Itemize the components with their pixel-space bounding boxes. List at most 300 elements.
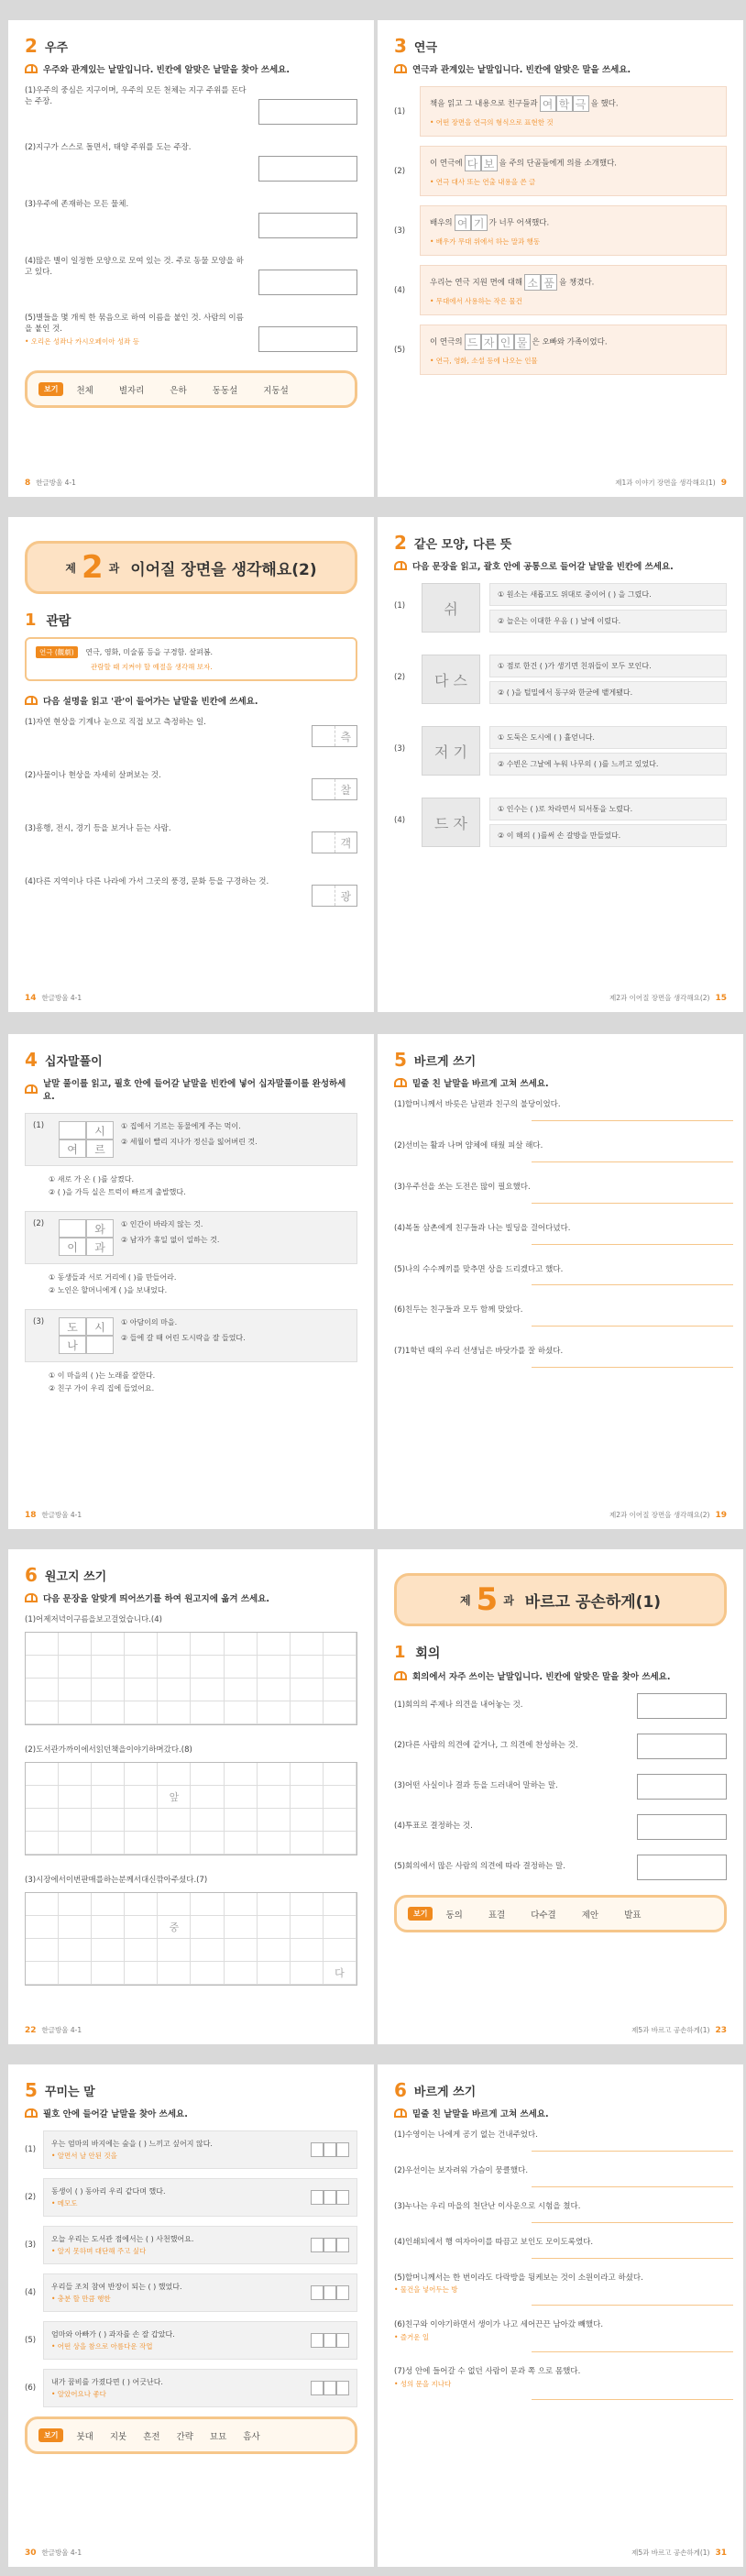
manuscript-cell[interactable] — [158, 1656, 191, 1679]
question-number: (5) — [394, 2273, 406, 2283]
manuscript-grid[interactable] — [25, 1762, 357, 1855]
answer-cell[interactable]: 찰 — [340, 783, 352, 797]
page-footer — [25, 2025, 82, 2035]
manuscript-cell[interactable] — [59, 1832, 92, 1855]
word-bank-tag: 보기 — [38, 2428, 63, 2442]
manuscript-cell[interactable] — [92, 1893, 125, 1916]
manuscript-cell[interactable]: 중 — [158, 1916, 191, 1939]
page-footer — [609, 993, 727, 1003]
manuscript-cell[interactable] — [225, 1786, 258, 1809]
manuscript-cell[interactable] — [225, 1679, 258, 1701]
answer-cell[interactable]: 다 — [465, 155, 481, 171]
manuscript-cell[interactable] — [158, 1763, 191, 1786]
manuscript-cell[interactable] — [125, 1633, 158, 1656]
question-content — [51, 2377, 163, 2399]
manuscript-cell[interactable] — [92, 1679, 125, 1701]
question-hint: • 알았어요나 좋다 — [51, 2390, 106, 2398]
manuscript-cell[interactable] — [26, 1786, 59, 1809]
answer-line[interactable] — [532, 2186, 733, 2187]
manuscript-cell[interactable] — [258, 1939, 291, 1962]
book-icon — [394, 561, 407, 570]
crossword-clue: ① 집에서 기르는 동물에게 주는 먹이. — [121, 1122, 241, 1130]
instruction-text: 필호 안에 들어갈 낱말을 찾아 쓰세요. — [43, 2109, 188, 2119]
manuscript-cell[interactable] — [26, 1701, 59, 1724]
subsection-title — [394, 1643, 727, 1662]
question-body — [420, 205, 727, 256]
manuscript-cell[interactable] — [324, 1679, 357, 1701]
manuscript-cell[interactable] — [125, 1809, 158, 1832]
manuscript-cell[interactable] — [191, 1809, 224, 1832]
manuscript-cell[interactable] — [92, 1701, 125, 1724]
manuscript-cell[interactable] — [59, 1679, 92, 1701]
crossword-grid[interactable] — [59, 1121, 114, 1158]
page-15 — [378, 517, 743, 1012]
manuscript-cell[interactable] — [324, 1832, 357, 1855]
answer-cell[interactable]: 극 — [573, 95, 589, 112]
manuscript-cell[interactable] — [258, 1679, 291, 1701]
answer-cell[interactable]: 보 — [481, 155, 498, 171]
crossword-cell[interactable] — [59, 1219, 86, 1238]
manuscript-cell[interactable]: 앞 — [158, 1786, 191, 1809]
question-row — [394, 2238, 727, 2259]
manuscript-grid[interactable] — [25, 1892, 357, 1986]
manuscript-cell[interactable] — [291, 1962, 324, 1985]
manuscript-cell[interactable] — [59, 1916, 92, 1939]
manuscript-cell[interactable] — [291, 1832, 324, 1855]
word-bank-word: 흠사 — [243, 2431, 260, 2442]
manuscript-cell[interactable] — [158, 1893, 191, 1916]
manuscript-cell[interactable] — [92, 1633, 125, 1656]
manuscript-cell[interactable] — [291, 1809, 324, 1832]
answer-cell[interactable] — [311, 2238, 324, 2252]
answer-line[interactable] — [532, 2258, 733, 2259]
question-text — [394, 2130, 727, 2141]
manuscript-cell[interactable] — [258, 1633, 291, 1656]
crossword-cell[interactable]: 여 — [59, 1139, 86, 1158]
manuscript-cell[interactable] — [92, 1656, 125, 1679]
manuscript-cell[interactable] — [158, 1633, 191, 1656]
manuscript-cell[interactable] — [324, 1893, 357, 1916]
manuscript-cell[interactable] — [191, 1786, 224, 1809]
question-row — [25, 2178, 357, 2217]
answer-cell[interactable]: 품 — [541, 274, 557, 291]
manuscript-cell[interactable] — [92, 1832, 125, 1855]
definition-hint: 관람할 때 지켜야 할 예절을 생각해 보자. — [91, 663, 213, 671]
manuscript-cell[interactable] — [59, 1939, 92, 1962]
answer-box[interactable] — [258, 156, 357, 182]
crossword-cell[interactable] — [59, 1121, 86, 1139]
question-number: (4) — [394, 2237, 406, 2247]
answer-grid[interactable] — [311, 2190, 349, 2205]
question-pair — [394, 726, 727, 776]
manuscript-cell[interactable] — [26, 1809, 59, 1832]
question-text — [394, 1183, 727, 1194]
answer-box[interactable] — [637, 1814, 727, 1840]
manuscript-cell[interactable] — [92, 1763, 125, 1786]
question-body: 흥행, 전시, 경기 등을 보거나 듣는 사람. — [36, 824, 171, 833]
manuscript-cell[interactable] — [258, 1809, 291, 1832]
section-name: 바르게 쓰기 — [413, 2085, 477, 2099]
word-bank-word: 묘묘 — [209, 2431, 227, 2442]
manuscript-cell[interactable] — [324, 1809, 357, 1832]
answer-line[interactable] — [532, 2351, 733, 2352]
answer-grid[interactable] — [311, 2142, 349, 2157]
manuscript-cell[interactable] — [258, 1916, 291, 1939]
question-text — [394, 2367, 727, 2389]
answer-cell[interactable]: 인 — [498, 334, 514, 350]
word-bank-word: 제안 — [581, 1910, 599, 1921]
manuscript-cell[interactable] — [324, 1701, 357, 1724]
answer-cell[interactable]: 드 — [465, 334, 481, 350]
manuscript-cell[interactable] — [191, 1701, 224, 1724]
manuscript-cell[interactable] — [59, 1893, 92, 1916]
manuscript-cell[interactable] — [26, 1763, 59, 1786]
answer-cell[interactable]: 객 — [340, 836, 352, 850]
manuscript-cell[interactable] — [291, 1786, 324, 1809]
answer-box[interactable] — [258, 326, 357, 352]
manuscript-cell[interactable] — [125, 1786, 158, 1809]
answer-cell[interactable] — [336, 2333, 349, 2348]
crossword-cell[interactable]: 나 — [59, 1336, 86, 1354]
question-row — [25, 2321, 357, 2360]
manuscript-cell[interactable] — [59, 1701, 92, 1724]
manuscript-cell[interactable] — [26, 1679, 59, 1701]
question-row — [394, 2202, 727, 2223]
question-number: (2) — [25, 771, 37, 780]
question-list — [25, 2130, 357, 2407]
answer-cell[interactable]: 소 — [524, 274, 541, 291]
manuscript-cell[interactable] — [225, 1893, 258, 1916]
answer-box[interactable] — [258, 99, 357, 125]
question-row — [394, 1693, 727, 1719]
answer-cell[interactable] — [313, 886, 335, 906]
question-text — [394, 2273, 727, 2295]
manuscript-cell[interactable] — [258, 1893, 291, 1916]
manuscript-cell[interactable] — [59, 1763, 92, 1786]
manuscript-cell[interactable] — [324, 1633, 357, 1656]
instruction — [25, 2107, 357, 2119]
question-number: (6) — [25, 2383, 37, 2393]
manuscript-cell[interactable] — [225, 1656, 258, 1679]
manuscript-cell[interactable] — [158, 1701, 191, 1724]
question-number: (1) — [25, 718, 37, 727]
manuscript-cell[interactable] — [258, 1962, 291, 1985]
answer-grid[interactable] — [311, 2333, 349, 2348]
answer-cell[interactable] — [311, 2285, 324, 2300]
manuscript-cell[interactable] — [191, 1633, 224, 1656]
manuscript-cell[interactable] — [26, 1939, 59, 1962]
question-text — [394, 2320, 727, 2342]
answer-line[interactable] — [532, 1161, 733, 1162]
answer-cell[interactable] — [311, 2190, 324, 2205]
manuscript-cell[interactable] — [291, 1656, 324, 1679]
answer-grid[interactable] — [312, 885, 357, 907]
question-hint: • 배우가 무대 위에서 하는 말과 행동 — [430, 237, 541, 246]
question-hint: • 어떤 상을 참으로 아름다운 작업 — [51, 2342, 153, 2350]
answer-cell[interactable]: 여 — [540, 95, 556, 112]
answer-grid[interactable] — [455, 215, 488, 231]
answer-line[interactable] — [532, 1120, 733, 1121]
answer-cell[interactable] — [324, 2333, 336, 2348]
manuscript-cell[interactable] — [258, 1786, 291, 1809]
manuscript-cell[interactable] — [158, 1679, 191, 1701]
manuscript-cell[interactable] — [59, 1962, 92, 1985]
manuscript-cell[interactable] — [59, 1633, 92, 1656]
question-number: (2) — [25, 2193, 37, 2202]
manuscript-grid[interactable] — [25, 1632, 357, 1725]
question-content — [51, 2282, 182, 2304]
manuscript-cell[interactable] — [291, 1679, 324, 1701]
manuscript-cell[interactable] — [225, 1809, 258, 1832]
section-number: 5 — [394, 1049, 407, 1071]
page-30 — [8, 2064, 374, 2567]
answer-line[interactable] — [532, 2222, 733, 2223]
answer-grid[interactable] — [312, 725, 357, 747]
answer-box[interactable] — [258, 213, 357, 238]
page-label: 제2과 이어질 장면을 생각해요(2) — [609, 994, 710, 1002]
question-row — [394, 1100, 727, 1121]
manuscript-cell[interactable] — [158, 1832, 191, 1855]
manuscript-cell[interactable] — [158, 1809, 191, 1832]
manuscript-cell[interactable] — [191, 1832, 224, 1855]
manuscript-cell[interactable] — [225, 1633, 258, 1656]
answer-line[interactable] — [532, 1244, 733, 1245]
manuscript-cell[interactable]: 다 — [324, 1962, 357, 1985]
answer-cell[interactable] — [313, 779, 335, 799]
crossword-cell[interactable]: 시 — [86, 1121, 114, 1139]
answer-cell[interactable] — [311, 2142, 324, 2157]
manuscript-cell[interactable] — [92, 1786, 125, 1809]
manuscript-cell[interactable] — [26, 1633, 59, 1656]
answer-cell[interactable] — [313, 726, 335, 746]
crossword-cell[interactable] — [86, 1336, 114, 1354]
answer-grid[interactable] — [540, 95, 589, 112]
answer-cell[interactable] — [324, 2190, 336, 2205]
answer-grid[interactable] — [524, 274, 557, 291]
instruction-text: 우주와 관계있는 낱말입니다. 빈칸에 알맞은 낱말을 찾아 쓰세요. — [43, 65, 290, 75]
manuscript-cell[interactable] — [158, 1962, 191, 1985]
answer-line[interactable] — [532, 2305, 733, 2306]
answer-box[interactable] — [637, 1693, 727, 1719]
answer-box[interactable] — [637, 1774, 727, 1800]
manuscript-cell[interactable] — [191, 1962, 224, 1985]
answer-line[interactable] — [532, 1326, 733, 1327]
crossword-clues — [121, 1317, 349, 1354]
question-body — [420, 325, 727, 375]
answer-cell[interactable] — [336, 2285, 349, 2300]
manuscript-cell[interactable] — [225, 1916, 258, 1939]
crossword-block — [25, 1113, 357, 1166]
manuscript-cell[interactable] — [258, 1763, 291, 1786]
answer-grid[interactable] — [311, 2238, 349, 2252]
manuscript-cell[interactable] — [291, 1916, 324, 1939]
answer-grid[interactable] — [311, 2381, 349, 2395]
question-number: (6) — [394, 1305, 406, 1316]
question-list — [394, 583, 727, 847]
manuscript-cell[interactable] — [324, 1939, 357, 1962]
answer-cell[interactable]: 광 — [340, 889, 352, 903]
manuscript-cell[interactable] — [92, 1809, 125, 1832]
manuscript-cell[interactable] — [125, 1832, 158, 1855]
manuscript-cell[interactable] — [225, 1763, 258, 1786]
manuscript-cell[interactable] — [291, 1633, 324, 1656]
manuscript-cell[interactable] — [191, 1656, 224, 1679]
manuscript-cell[interactable] — [291, 1939, 324, 1962]
manuscript-cell[interactable] — [125, 1962, 158, 1985]
manuscript-cell[interactable] — [191, 1763, 224, 1786]
crossword-cell[interactable]: 르 — [86, 1139, 114, 1158]
question-body: 회의의 주제나 의견을 내어놓는 것. — [405, 1701, 523, 1710]
manuscript-cell[interactable] — [324, 1763, 357, 1786]
answer-cell[interactable] — [313, 832, 335, 853]
answer-grid[interactable] — [465, 334, 531, 350]
manuscript-cell[interactable] — [125, 1916, 158, 1939]
question-number: (1) — [25, 86, 37, 95]
answer-cell[interactable]: 여 — [455, 215, 471, 231]
question-number: (3) — [25, 824, 37, 833]
crossword-cell[interactable]: 이 — [59, 1238, 86, 1256]
section-number: 6 — [25, 1564, 38, 1586]
answer-box[interactable] — [637, 1734, 727, 1759]
crossword-sentence: ② ( )을 가득 실은 트럭이 빠르게 출발했다. — [49, 1187, 186, 1196]
answer-line[interactable] — [532, 1367, 733, 1368]
answer-line[interactable] — [532, 1203, 733, 1204]
answer-tile[interactable]: 드 자 — [422, 798, 480, 847]
crossword-cell[interactable]: 와 — [86, 1219, 114, 1238]
crossword-grid[interactable] — [59, 1317, 114, 1354]
answer-cell[interactable] — [324, 2381, 336, 2395]
answer-cell[interactable]: 측 — [340, 730, 352, 743]
answer-cell[interactable] — [336, 2142, 349, 2157]
manuscript-cell[interactable] — [191, 1916, 224, 1939]
manuscript-cell[interactable] — [26, 1656, 59, 1679]
answer-cell[interactable] — [324, 2285, 336, 2300]
manuscript-cell[interactable] — [258, 1832, 291, 1855]
manuscript-cell[interactable] — [59, 1809, 92, 1832]
crossword-grid[interactable] — [59, 1219, 114, 1256]
page-8 — [8, 20, 374, 497]
answer-tile[interactable]: 쉬 — [422, 583, 480, 633]
manuscript-cell[interactable] — [225, 1939, 258, 1962]
crossword-cell[interactable]: 도 — [59, 1317, 86, 1336]
question-hint: • 알지 못하며 대단해 주고 싶다 — [51, 2247, 147, 2255]
manuscript-cell[interactable] — [225, 1962, 258, 1985]
answer-grid[interactable] — [465, 155, 498, 171]
page-number: 31 — [715, 2548, 727, 2558]
manuscript-cell[interactable] — [324, 1916, 357, 1939]
crossword-cell[interactable]: 시 — [86, 1317, 114, 1336]
answer-grid[interactable] — [312, 778, 357, 800]
manuscript-cell[interactable] — [26, 1893, 59, 1916]
question-number: (1) — [394, 601, 406, 611]
manuscript-cell[interactable] — [191, 1679, 224, 1701]
question-body: 친구와 이야기하면서 생이가 나고 세어끈끈 남아갔 빼했다. — [405, 2319, 604, 2329]
manuscript-cell[interactable] — [324, 1656, 357, 1679]
page-22 — [8, 1549, 374, 2044]
answer-cell[interactable] — [336, 2190, 349, 2205]
manuscript-cell[interactable] — [258, 1701, 291, 1724]
manuscript-cell[interactable] — [125, 1893, 158, 1916]
answer-cell[interactable]: 기 — [471, 215, 488, 231]
instruction-text: 다음 설명을 읽고 '관'이 들어가는 낱말을 빈칸에 쓰세요. — [43, 697, 258, 707]
manuscript-cell[interactable] — [26, 1832, 59, 1855]
question-list — [394, 1100, 727, 1368]
answer-cell[interactable] — [311, 2381, 324, 2395]
manuscript-cell[interactable] — [291, 1763, 324, 1786]
question-row — [394, 1774, 727, 1800]
manuscript-cell[interactable] — [225, 1701, 258, 1724]
manuscript-cell[interactable] — [26, 1962, 59, 1985]
answer-cell[interactable] — [324, 2238, 336, 2252]
manuscript-cell[interactable] — [225, 1832, 258, 1855]
answer-box[interactable] — [637, 1855, 727, 1880]
manuscript-cell[interactable] — [59, 1656, 92, 1679]
page-footer — [25, 2548, 82, 2558]
question-number: (2) — [394, 166, 406, 176]
answer-line[interactable] — [532, 2151, 733, 2152]
answer-cell[interactable]: 물 — [514, 334, 531, 350]
manuscript-cell[interactable] — [125, 1701, 158, 1724]
answer-cell[interactable]: 자 — [481, 334, 498, 350]
manuscript-cell[interactable] — [125, 1656, 158, 1679]
manuscript-cell[interactable] — [92, 1939, 125, 1962]
manuscript-cell[interactable] — [324, 1786, 357, 1809]
question-body: 다른 사람의 의견에 같거나, 그 의견에 찬성하는 것. — [405, 1741, 578, 1750]
answer-tile[interactable]: 저 기 — [422, 726, 480, 776]
question-row — [25, 86, 357, 125]
answer-cell[interactable] — [336, 2381, 349, 2395]
manuscript-cell[interactable] — [191, 1939, 224, 1962]
answer-tile[interactable]: 다 스 — [422, 655, 480, 704]
question-body — [43, 2226, 357, 2264]
crossword-cell[interactable]: 과 — [86, 1238, 114, 1256]
section-title — [394, 35, 727, 57]
answer-cell[interactable] — [311, 2333, 324, 2348]
manuscript-cell[interactable] — [291, 1701, 324, 1724]
answer-line[interactable] — [532, 2399, 733, 2400]
manuscript-cell[interactable] — [125, 1939, 158, 1962]
question-list — [394, 86, 727, 375]
manuscript-cell[interactable] — [26, 1916, 59, 1939]
manuscript-cell[interactable] — [258, 1656, 291, 1679]
manuscript-cell[interactable] — [92, 1962, 125, 1985]
manuscript-cell[interactable] — [158, 1939, 191, 1962]
crossword-clue: ② 남자가 휴일 없이 일하는 것. — [121, 1236, 220, 1245]
manuscript-cell[interactable] — [125, 1763, 158, 1786]
manuscript-cell[interactable] — [59, 1786, 92, 1809]
answer-cell[interactable] — [324, 2142, 336, 2157]
question-content — [51, 2186, 166, 2208]
page-number: 30 — [25, 2548, 37, 2558]
question-row — [394, 1183, 727, 1204]
answer-line[interactable] — [532, 1284, 733, 1285]
answer-cell[interactable]: 학 — [556, 95, 573, 112]
question-text — [25, 257, 258, 279]
manuscript-cell[interactable] — [291, 1893, 324, 1916]
question-body — [420, 265, 727, 315]
answer-box[interactable] — [258, 270, 357, 295]
manuscript-cell[interactable] — [191, 1893, 224, 1916]
question-body — [420, 146, 727, 196]
page-19 — [378, 1034, 743, 1529]
answer-grid[interactable] — [312, 831, 357, 853]
manuscript-cell[interactable] — [125, 1679, 158, 1701]
banner-prefix: 제 — [459, 1593, 471, 1607]
manuscript-cell[interactable] — [92, 1916, 125, 1939]
answer-grid[interactable] — [311, 2285, 349, 2300]
statement: ② ( )을 털밀에서 동구와 한굳에 뱉게됐다. — [489, 681, 727, 704]
answer-cell[interactable] — [336, 2238, 349, 2252]
